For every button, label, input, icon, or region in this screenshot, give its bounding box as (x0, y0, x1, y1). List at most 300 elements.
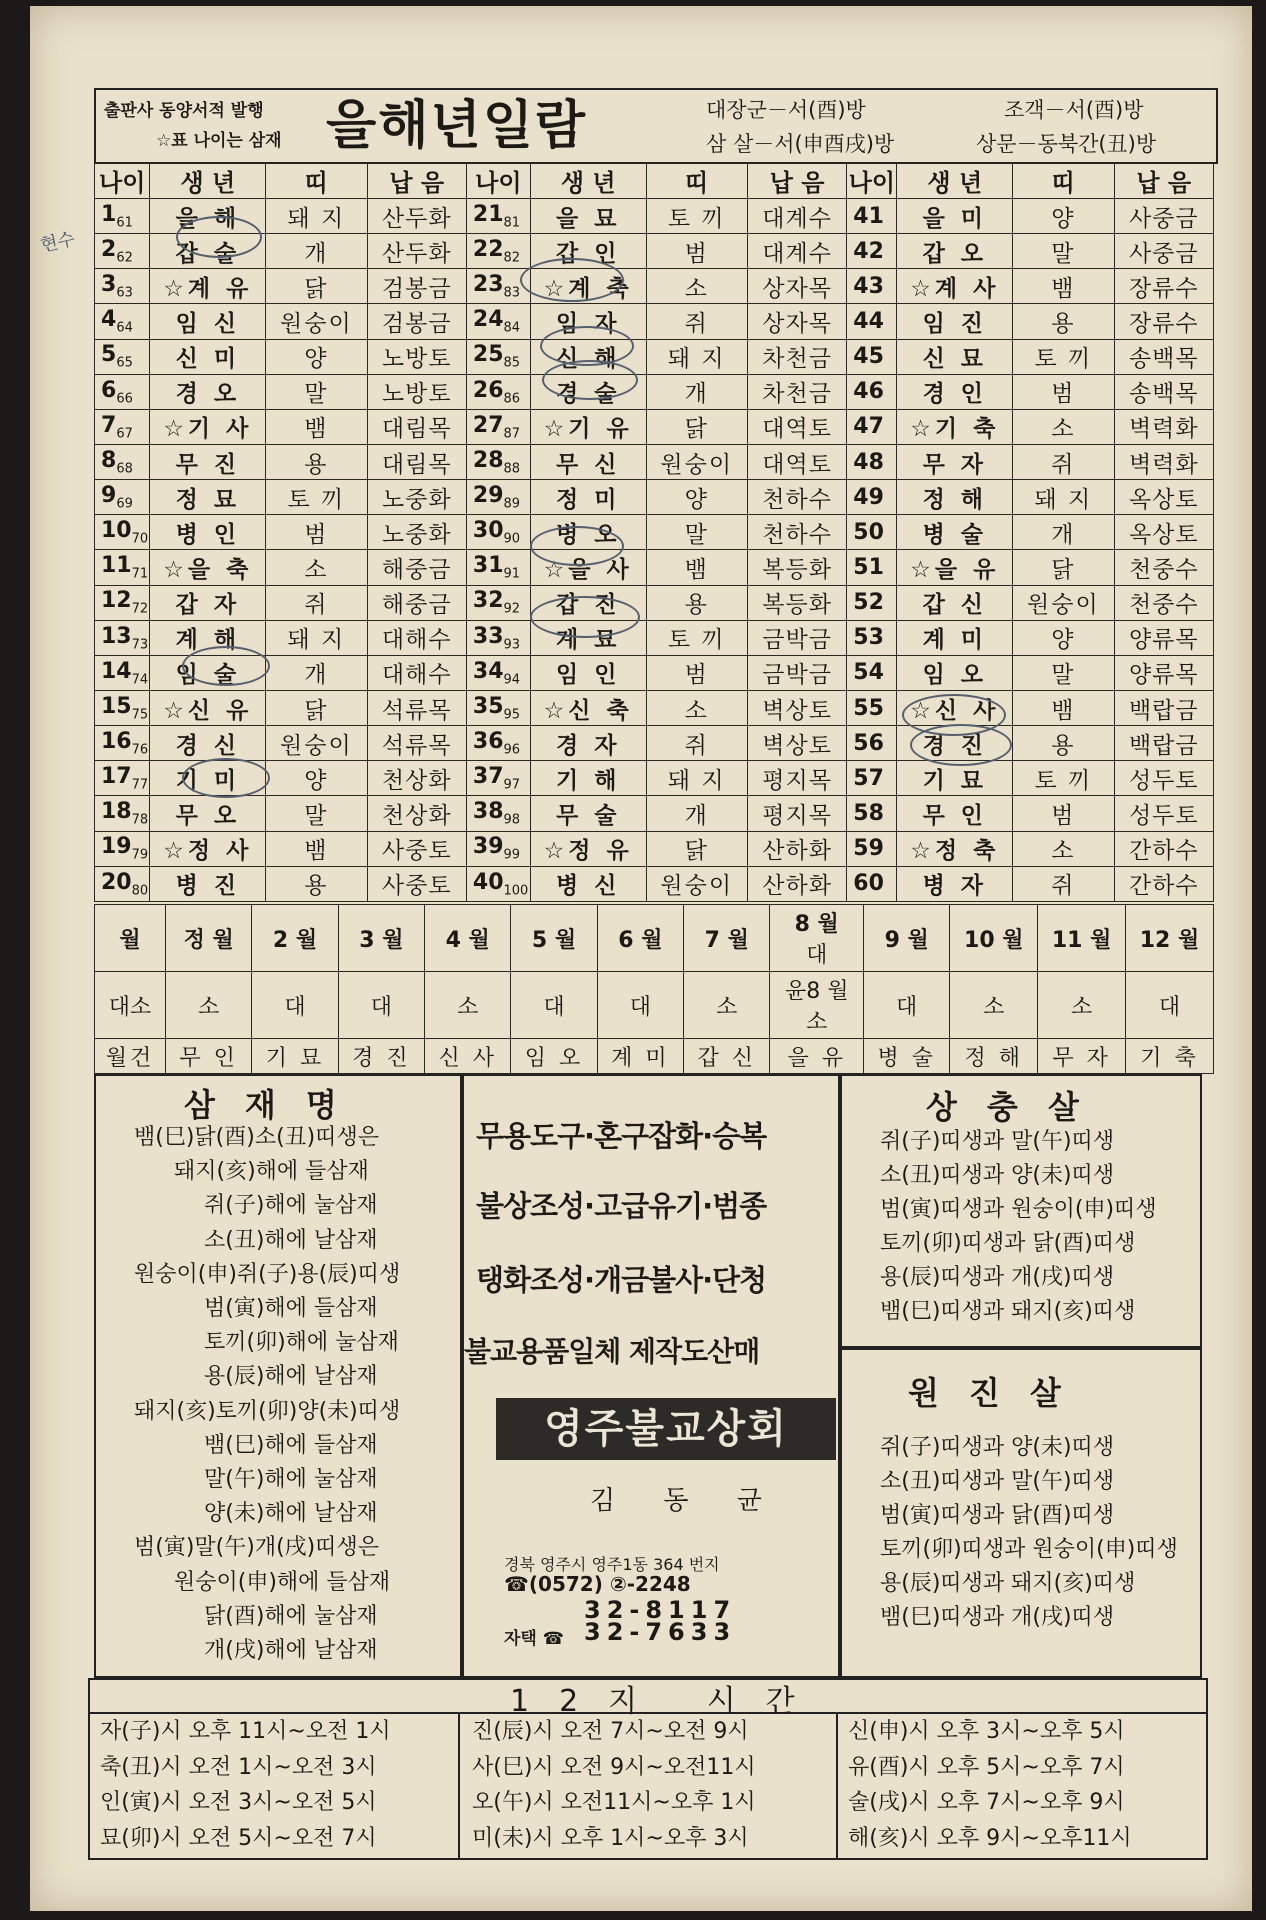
age-number: 39 (472, 834, 504, 860)
birth-year-cell: 무 신 (530, 444, 646, 479)
zodiac-animal-cell: 용 (1013, 304, 1114, 339)
zodiac-animal-cell: 말 (266, 374, 367, 409)
napeum-cell: 양류목 (1114, 620, 1213, 655)
napeum-cell: 해중금 (367, 550, 466, 585)
napeum-cell: 노방토 (367, 339, 466, 374)
pen-circle-mark (182, 758, 270, 798)
age-cell: 56 (847, 726, 897, 761)
age-sub: 97 (503, 777, 521, 793)
month-8-label: 8 월 (794, 912, 839, 937)
zodiac-animal-cell: 돼 지 (1013, 480, 1114, 515)
samjae-box (94, 1074, 464, 1678)
napeum-cell: 사중금 (1114, 199, 1213, 234)
napeum-cell: 상자목 (747, 269, 846, 304)
napeum-cell: 평지목 (747, 796, 846, 831)
zodiac-animal-cell: 개 (646, 374, 747, 409)
table-row (95, 866, 1214, 901)
zodiac-animal-cell: 돼 지 (646, 339, 747, 374)
birth-year-cell: 경 진 (897, 726, 1013, 761)
size-cell: 대 (338, 972, 424, 1039)
napeum-cell: 검봉금 (367, 304, 466, 339)
napeum-cell: 평지목 (747, 761, 846, 796)
age-sub: 78 (131, 812, 149, 828)
age-sub: 73 (131, 636, 149, 652)
birth-year-cell: 병 신 (530, 866, 646, 901)
pen-circle-mark (530, 526, 624, 566)
daejanggun-label: 대장군－서(酉)방 (706, 98, 866, 122)
zodiac-animal-cell: 양 (266, 339, 367, 374)
zodiac-animal-cell: 개 (1013, 515, 1114, 550)
age-number: 1 (101, 201, 117, 227)
header-box (94, 88, 1218, 164)
age-sub: 99 (503, 847, 521, 863)
publisher-label: 출판사 동양서적 발행 (104, 101, 264, 121)
birth-year-cell: 신 미 (150, 339, 266, 374)
zodiac-animal-cell: 원숭이 (646, 866, 747, 901)
zodiac-animal-cell: 소 (266, 550, 367, 585)
zodiac-animal-cell: 닭 (1013, 550, 1114, 585)
birth-year-cell: 병 오 (530, 515, 646, 550)
age-number: 5 (101, 342, 117, 368)
wolgun-cell: 갑 신 (684, 1039, 770, 1074)
age-number: 15 (101, 693, 132, 719)
zodiac-animal-cell: 닭 (646, 409, 747, 444)
list-item: 사(巳)시 오전 9시~오전11시 (472, 1754, 756, 1780)
zodiac-animal-cell: 용 (1013, 726, 1114, 761)
month-cell: 9 월 (864, 905, 950, 972)
age-sub: 64 (116, 320, 133, 336)
napeum-cell: 차천금 (747, 339, 846, 374)
shop-phone-2: 32-8117 (584, 1596, 737, 1624)
zodiac-animal-cell: 개 (266, 655, 367, 690)
size-row-label: 대소 (95, 972, 166, 1039)
zodiac-animal-cell: 뱀 (266, 831, 367, 866)
table-row (95, 515, 1214, 550)
zodiac-animal-cell: 닭 (266, 269, 367, 304)
list-item: 해(亥)시 오후 9시~오후11시 (848, 1825, 1132, 1851)
napeum-cell: 대림목 (367, 444, 466, 479)
age-number: 12 (101, 588, 132, 614)
age-cell (95, 199, 150, 234)
napeum-cell: 간하수 (1114, 831, 1213, 866)
wolgun-cell: 병 술 (864, 1039, 950, 1074)
birth-year-cell: 경 오 (150, 374, 266, 409)
table-row (95, 726, 1214, 761)
list-item: 뱀(巳)띠생과 개(戌)띠생 (880, 1605, 1115, 1630)
napeum-cell: 송백목 (1114, 374, 1213, 409)
napeum-cell: 양류목 (1114, 655, 1213, 690)
samsal-label: 삼 살－서(申酉戌)방 (706, 132, 895, 156)
zodiac-animal-cell: 뱀 (646, 550, 747, 585)
birth-year-cell: 을 묘 (530, 199, 646, 234)
age-sub: 67 (116, 426, 133, 442)
shop-phone: ☎(0572) ②-2248 (504, 1572, 691, 1596)
zodiac-animal-cell: 닭 (266, 690, 367, 725)
zodiac-animal-cell: 토 끼 (646, 620, 747, 655)
zodiac-animal-cell: 토 끼 (1013, 339, 1114, 374)
age-cell (466, 620, 530, 655)
age-cell (466, 585, 530, 620)
age-sub: 66 (116, 390, 133, 406)
age-cell: 60 (847, 866, 897, 901)
birth-year-cell: 무 술 (530, 796, 646, 831)
wolgun-cell: 신 사 (425, 1039, 511, 1074)
age-number: 32 (472, 588, 504, 614)
zodiac-animal-cell: 토 끼 (1013, 761, 1114, 796)
birth-year-cell: 기 묘 (897, 761, 1013, 796)
age-sub: 76 (131, 742, 149, 758)
birth-year-cell: 임 오 (897, 655, 1013, 690)
napeum-cell: 벽력화 (1114, 409, 1213, 444)
birth-year-cell: 임 신 (150, 304, 266, 339)
age-cell (466, 304, 530, 339)
age-sub: 84 (503, 320, 521, 336)
napeum-cell: 성두토 (1114, 796, 1213, 831)
age-sub: 95 (503, 707, 521, 723)
napeum-cell: 벽력화 (1114, 444, 1213, 479)
zodiac-animal-cell: 소 (646, 690, 747, 725)
age-cell: 47 (847, 409, 897, 444)
age-sub: 79 (131, 847, 149, 863)
age-sub: 89 (503, 496, 521, 512)
list-item: 자(子)시 오후 11시~오전 1시 (100, 1719, 391, 1744)
birth-year-cell: 갑 술 (150, 234, 266, 269)
month-cell-8 (770, 905, 864, 972)
header-cell: 납 음 (1114, 163, 1213, 199)
age-cell (95, 866, 150, 901)
age-table-header-row (95, 163, 1214, 199)
age-cell (95, 304, 150, 339)
age-cell (466, 655, 530, 690)
age-table-body (95, 199, 1214, 902)
size-row (95, 972, 1214, 1039)
age-sub: 68 (116, 461, 133, 477)
age-sub: 82 (503, 250, 521, 266)
birth-year-cell: 정 묘 (150, 480, 266, 515)
napeum-cell: 상자목 (747, 304, 846, 339)
age-table (94, 162, 1214, 902)
table-row (95, 374, 1214, 409)
table-row (95, 444, 1214, 479)
birth-year-cell: 병 인 (150, 515, 266, 550)
list-item: 인(寅)시 오전 3시~오전 5시 (100, 1790, 377, 1815)
age-sub: 65 (116, 355, 133, 371)
age-cell (95, 585, 150, 620)
age-sub: 87 (503, 426, 521, 442)
birth-year-cell: ☆기 사 (150, 409, 266, 444)
header-cell: 생 년 (897, 163, 1013, 199)
age-sub: 74 (131, 672, 149, 688)
table-row (95, 269, 1214, 304)
birth-year-cell: 을 미 (897, 199, 1013, 234)
list-item: 용(辰)해에 날삼재 (204, 1364, 378, 1390)
list-item: 용(辰)띠생과 개(戌)띠생 (880, 1265, 1115, 1290)
birth-year-cell: ☆계 유 (150, 269, 266, 304)
month-row-label: 월 (95, 905, 166, 972)
napeum-cell: 노중화 (367, 480, 466, 515)
wolgun-cell: 기 묘 (252, 1039, 338, 1074)
size-cell: 대 (511, 972, 597, 1039)
napeum-cell: 백랍금 (1114, 690, 1213, 725)
age-number: 18 (101, 799, 132, 825)
birth-year-cell: 병 자 (897, 866, 1013, 901)
age-sub: 80 (131, 883, 149, 899)
napeum-cell: 천하수 (747, 515, 846, 550)
napeum-cell: 대해수 (367, 620, 466, 655)
size-8-label: 윤8 월 (784, 979, 849, 1004)
wolgun-cell: 기 축 (1126, 1039, 1214, 1074)
size-cell: 대 (1126, 972, 1214, 1039)
napeum-cell: 벽상토 (747, 726, 846, 761)
zodiac-animal-cell: 뱀 (1013, 269, 1114, 304)
birth-year-cell: 기 미 (150, 761, 266, 796)
birth-year-cell: 병 술 (897, 515, 1013, 550)
age-cell (95, 339, 150, 374)
napeum-cell: 송백목 (1114, 339, 1213, 374)
age-cell (466, 796, 530, 831)
home-phone-label: 자택 ☎ (504, 1629, 564, 1649)
age-cell: 44 (847, 304, 897, 339)
pen-circle-mark (182, 646, 270, 686)
napeum-cell: 사중토 (367, 866, 466, 901)
wolgun-row (95, 1039, 1214, 1074)
napeum-cell: 복등화 (747, 550, 846, 585)
age-number: 28 (472, 447, 504, 473)
sangmun-label: 상문－동북간(丑)방 (976, 132, 1157, 156)
home-phone: 32-7633 (584, 1618, 737, 1646)
list-item: 말(午)해에 눌삼재 (204, 1467, 378, 1492)
napeum-cell: 금박금 (747, 620, 846, 655)
age-number: 23 (472, 272, 504, 298)
table-row (95, 620, 1214, 655)
napeum-cell: 산두화 (367, 199, 466, 234)
month-cell: 정 월 (166, 905, 252, 972)
napeum-cell: 해중금 (367, 585, 466, 620)
napeum-cell: 백랍금 (1114, 726, 1213, 761)
size-cell-8 (770, 972, 864, 1039)
birth-year-cell: ☆신 유 (150, 690, 266, 725)
list-item: 뱀(巳)해에 들삼재 (204, 1432, 378, 1458)
age-number: 36 (472, 728, 504, 754)
size-cell: 소 (950, 972, 1038, 1039)
list-item: 쥐(子)띠생과 말(午)띠생 (880, 1129, 1115, 1154)
age-number: 29 (472, 483, 504, 508)
birth-year-cell: 경 술 (530, 374, 646, 409)
age-cell: 41 (847, 199, 897, 234)
header-cell: 나이 (466, 163, 530, 199)
ad-line: 무용도구·혼구잡화·승복 (476, 1119, 767, 1153)
zodiac-animal-cell: 개 (646, 796, 747, 831)
age-sub: 85 (503, 355, 521, 371)
zodiac-animal-cell: 범 (1013, 374, 1114, 409)
birth-year-cell: ☆정 유 (530, 831, 646, 866)
list-item: 범(寅)해에 들삼재 (204, 1296, 378, 1321)
table-row (95, 199, 1214, 234)
age-cell (95, 726, 150, 761)
time-divider (458, 1712, 460, 1858)
age-cell: 50 (847, 515, 897, 550)
wolgun-cell: 계 미 (597, 1039, 683, 1074)
zodiac-animal-cell: 범 (646, 655, 747, 690)
wolgun-cell: 경 진 (338, 1039, 424, 1074)
month-cell: 10 월 (950, 905, 1038, 972)
napeum-cell: 옥상토 (1114, 515, 1213, 550)
zodiac-animal-cell: 소 (646, 269, 747, 304)
zodiac-animal-cell: 용 (646, 585, 747, 620)
zodiac-animal-cell: 토 끼 (646, 199, 747, 234)
birth-year-cell: 경 자 (530, 726, 646, 761)
age-number: 11 (101, 553, 132, 579)
list-item: 용(辰)띠생과 돼지(亥)띠생 (880, 1571, 1136, 1596)
wolgun-cell: 무 인 (166, 1039, 252, 1074)
age-number: 20 (101, 869, 132, 895)
list-item: 쥐(子)띠생과 양(未)띠생 (880, 1435, 1115, 1460)
birth-year-cell: ☆기 축 (897, 409, 1013, 444)
age-number: 33 (472, 623, 504, 649)
list-item: 양(未)해에 날삼재 (204, 1501, 378, 1527)
table-row (95, 304, 1214, 339)
age-number: 31 (472, 553, 504, 579)
zodiac-animal-cell: 뱀 (1013, 690, 1114, 725)
list-item: 토끼(卯)해에 눌삼재 (204, 1330, 399, 1356)
age-number: 38 (472, 799, 504, 825)
age-cell (95, 269, 150, 304)
jogaek-label: 조객－서(酉)방 (1004, 98, 1144, 122)
wolgun-row-label: 월건 (95, 1039, 166, 1074)
month-row (95, 905, 1214, 972)
header-cell: 생 년 (530, 163, 646, 199)
age-sub: 63 (116, 285, 133, 301)
shop-owner: 김 동 균 (590, 1486, 782, 1516)
age-sub: 98 (503, 812, 521, 828)
zodiac-animal-cell: 범 (1013, 796, 1114, 831)
pen-circle-mark (530, 596, 640, 638)
age-sub: 69 (116, 496, 133, 512)
zodiac-animal-cell: 개 (266, 234, 367, 269)
size-cell: 소 (684, 972, 770, 1039)
wolgun-cell: 을 유 (770, 1039, 864, 1074)
birth-year-cell: 임 술 (150, 655, 266, 690)
age-sub: 70 (131, 531, 149, 547)
zodiac-animal-cell: 닭 (646, 831, 747, 866)
napeum-cell: 성두토 (1114, 761, 1213, 796)
napeum-cell: 대역토 (747, 409, 846, 444)
table-row (95, 585, 1214, 620)
napeum-cell: 사중토 (367, 831, 466, 866)
zodiac-animal-cell: 말 (646, 515, 747, 550)
month-cell: 12 월 (1126, 905, 1214, 972)
age-cell (466, 515, 530, 550)
shop-address: 경북 영주시 영주1동 364 번지 (504, 1555, 720, 1574)
birth-year-cell: ☆을 축 (150, 550, 266, 585)
napeum-cell: 장류수 (1114, 269, 1213, 304)
napeum-cell: 천상화 (367, 796, 466, 831)
zodiac-animal-cell: 쥐 (1013, 866, 1114, 901)
month-table (94, 904, 1214, 1074)
list-item: 범(寅)띠생과 원숭이(申)띠생 (880, 1197, 1157, 1222)
zodiac-animal-cell: 토 끼 (266, 480, 367, 515)
list-item: 묘(卯)시 오전 5시~오전 7시 (100, 1825, 377, 1851)
pen-circle-mark (176, 216, 262, 258)
age-cell (95, 796, 150, 831)
zodiac-animal-cell: 쥐 (266, 585, 367, 620)
sangchung-title: 상충살 (926, 1088, 1109, 1126)
month-cell: 6 월 (597, 905, 683, 972)
age-cell: 46 (847, 374, 897, 409)
age-sub: 90 (503, 531, 521, 547)
birth-year-cell: 경 인 (897, 374, 1013, 409)
napeum-cell: 천상화 (367, 761, 466, 796)
age-cell (95, 480, 150, 515)
age-cell: 48 (847, 444, 897, 479)
birth-year-cell: 임 자 (530, 304, 646, 339)
napeum-cell: 검봉금 (367, 269, 466, 304)
birth-year-cell: 무 진 (150, 444, 266, 479)
list-item: 유(酉)시 오후 5시~오후 7시 (848, 1754, 1125, 1780)
age-number: 21 (472, 201, 504, 227)
age-number: 24 (472, 307, 504, 333)
almanac-sheet (30, 6, 1252, 1911)
month-cell: 3 월 (338, 905, 424, 972)
zodiac-animal-cell: 돼 지 (266, 620, 367, 655)
napeum-cell: 산하화 (747, 866, 846, 901)
birth-year-cell: ☆계 사 (897, 269, 1013, 304)
age-sub: 88 (503, 461, 521, 477)
list-item: 닭(酉)해에 눌삼재 (204, 1603, 378, 1629)
table-row (95, 480, 1214, 515)
month-8-sub: 대 (806, 943, 828, 968)
zodiac-animal-cell: 원숭이 (646, 444, 747, 479)
list-item: 진(辰)시 오전 7시~오전 9시 (472, 1719, 749, 1744)
age-cell (95, 409, 150, 444)
age-number: 19 (101, 834, 132, 860)
wonjin-title: 원진살 (908, 1374, 1091, 1412)
birth-year-cell: ☆정 사 (150, 831, 266, 866)
zodiac-animal-cell: 말 (266, 796, 367, 831)
birth-year-cell: 정 미 (530, 480, 646, 515)
header-cell: 나이 (847, 163, 897, 199)
age-number: 22 (472, 237, 504, 263)
age-number: 40 (472, 869, 504, 895)
zodiac-animal-cell: 양 (646, 480, 747, 515)
age-sub: 71 (131, 566, 149, 582)
age-sub: 81 (503, 215, 521, 231)
month-cell: 2 월 (252, 905, 338, 972)
list-item: 토끼(卯)띠생과 원숭이(申)띠생 (880, 1537, 1178, 1562)
header-cell: 띠 (1013, 163, 1114, 199)
age-cell (466, 690, 530, 725)
napeum-cell: 천중수 (1114, 550, 1213, 585)
samjae-title: 삼재명 (184, 1086, 367, 1124)
birth-year-cell: 갑 신 (897, 585, 1013, 620)
age-cell (95, 761, 150, 796)
list-item: 범(寅)말(午)개(戌)띠생은 (134, 1535, 380, 1561)
age-cell: 55 (847, 690, 897, 725)
age-number: 35 (472, 693, 504, 719)
age-number: 14 (101, 658, 132, 684)
napeum-cell: 벽상토 (747, 690, 846, 725)
age-number: 25 (472, 342, 504, 368)
age-sub: 100 (503, 883, 529, 899)
age-sub: 72 (131, 601, 149, 617)
birth-year-cell: 임 인 (530, 655, 646, 690)
birth-year-cell: 병 진 (150, 866, 266, 901)
list-item: 토끼(卯)띠생과 닭(酉)띠생 (880, 1231, 1136, 1256)
list-item: 소(丑)해에 날삼재 (204, 1227, 378, 1253)
zodiac-animal-cell: 쥐 (1013, 444, 1114, 479)
table-row (95, 339, 1214, 374)
birth-year-cell: 신 묘 (897, 339, 1013, 374)
